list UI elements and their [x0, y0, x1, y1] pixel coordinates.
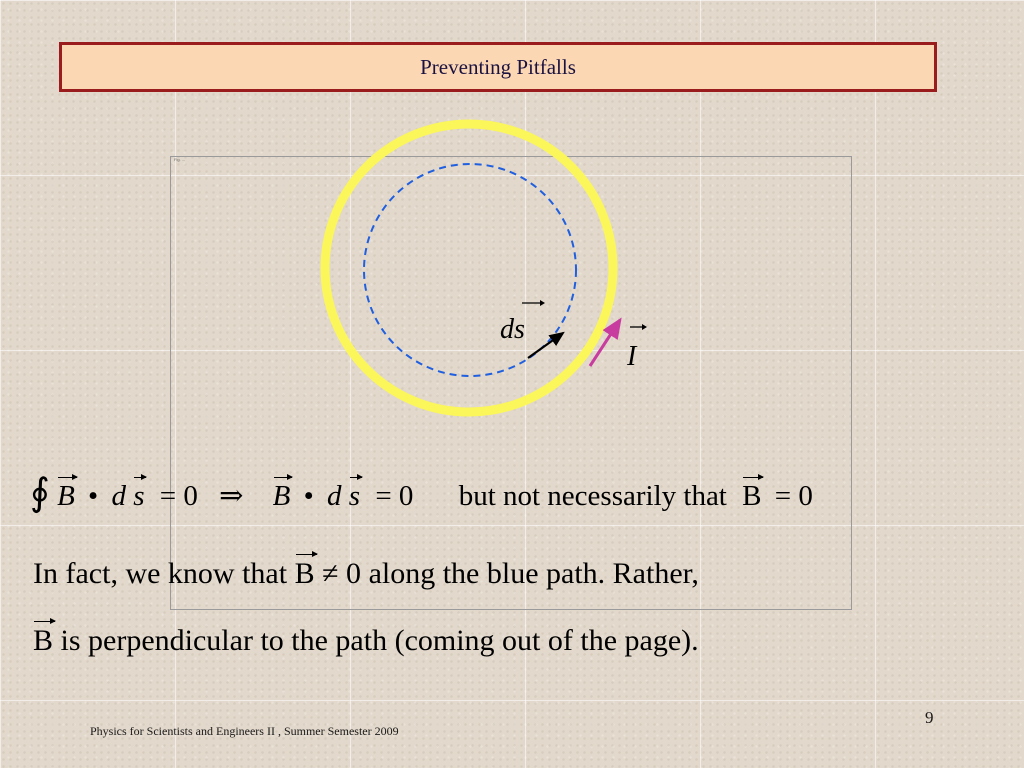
vector-s: s	[133, 480, 145, 512]
but-text: but not necessarily that	[458, 480, 727, 512]
vector-B-upright: B	[742, 480, 762, 512]
I-label: I	[627, 341, 637, 372]
wire-cross-section	[325, 124, 613, 412]
explanation-line-2	[33, 624, 699, 658]
ds-label: ds	[500, 314, 525, 345]
symbol-d: d	[111, 480, 126, 512]
explanation-line-1	[33, 557, 699, 591]
slide-title: Preventing Pitfalls	[420, 54, 576, 79]
page-number: 9	[925, 708, 934, 727]
symbol-d-2: d	[327, 480, 342, 512]
line2-vector-B: B	[33, 624, 54, 657]
final-equals: = 0	[774, 480, 813, 512]
amperian-path	[364, 164, 576, 376]
implies-arrow: ⇒	[219, 480, 244, 512]
ds-arrow	[528, 333, 563, 358]
line1-post: along the blue path. Rather,	[368, 557, 699, 590]
dot-operator: •	[88, 480, 99, 512]
equals-zero: = 0	[159, 480, 198, 512]
line1-vector-B: B	[294, 557, 315, 590]
footer-course: Physics for Scientists and Engineers II , Summer Semester 2009	[90, 724, 399, 738]
vector-B: B	[57, 480, 75, 512]
integral-sign: ∮	[30, 472, 50, 514]
vector-B-2: B	[272, 480, 291, 512]
vector-s-2: s	[348, 480, 361, 512]
equation-row	[30, 470, 1000, 530]
line1-neq: ≠ 0	[322, 557, 362, 590]
line2-post: is perpendicular to the path (coming out of the page).	[60, 624, 699, 657]
equals-zero-2: = 0	[375, 480, 414, 512]
line1-pre: In fact, we know that	[33, 557, 288, 590]
frame-caption: Fig. ...	[174, 157, 186, 162]
dot-operator-2: •	[303, 480, 314, 512]
ds-vector-head	[540, 300, 545, 306]
I-vector-head	[642, 324, 647, 330]
